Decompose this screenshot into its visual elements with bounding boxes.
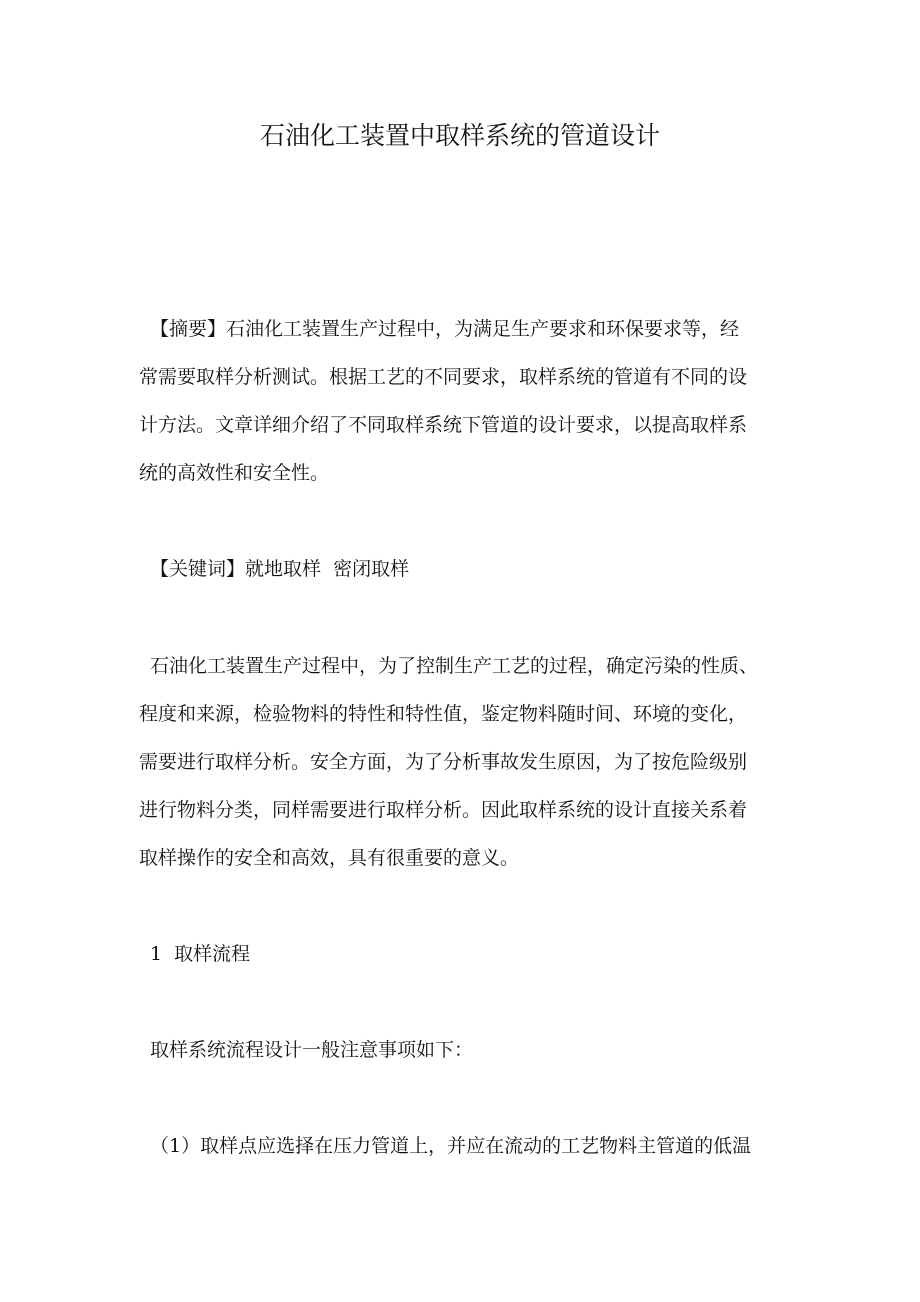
intro-line: 取样操作的安全和高效，具有很重要的意义。 <box>139 847 520 869</box>
list-item-1 <box>139 1122 787 1170</box>
document-title: 石油化工装置中取样系统的管道设计 <box>259 121 660 150</box>
keywords-line: 【关键词】就地取样 密闭取样 <box>150 558 410 580</box>
intro-paragraph <box>139 642 787 882</box>
note-paragraph <box>139 1026 787 1074</box>
abstract-paragraph <box>139 305 787 497</box>
abstract-line: 统的高效性和安全性。 <box>139 462 330 484</box>
section-1-heading: 1 取样流程 <box>150 943 251 965</box>
list-item-line: （1）取样点应选择在压力管道上，并应在流动的工艺物料主管道的低温 <box>150 1135 752 1157</box>
abstract-line: 计方法。文章详细介绍了不同取样系统下管道的设计要求，以提高取样系 <box>139 414 748 436</box>
section-heading <box>139 930 787 978</box>
abstract-line: 【摘要】石油化工装置生产过程中，为满足生产要求和环保要求等，经 <box>150 318 740 340</box>
intro-line: 需要进行取样分析。安全方面，为了分析事故发生原因，为了按危险级别 <box>139 751 748 773</box>
intro-line: 进行物料分类，同样需要进行取样分析。因此取样系统的设计直接关系着 <box>139 799 748 821</box>
keywords-paragraph <box>139 545 787 593</box>
intro-line: 石油化工装置生产过程中，为了控制生产工艺的过程，确定污染的性质、 <box>150 655 759 677</box>
abstract-line: 常需要取样分析测试。根据工艺的不同要求，取样系统的管道有不同的设 <box>139 366 748 388</box>
intro-line: 程度和来源，检验物料的特性和特性值，鉴定物料随时间、环境的变化， <box>139 703 748 725</box>
note-line: 取样系统流程设计一般注意事项如下： <box>150 1039 474 1061</box>
